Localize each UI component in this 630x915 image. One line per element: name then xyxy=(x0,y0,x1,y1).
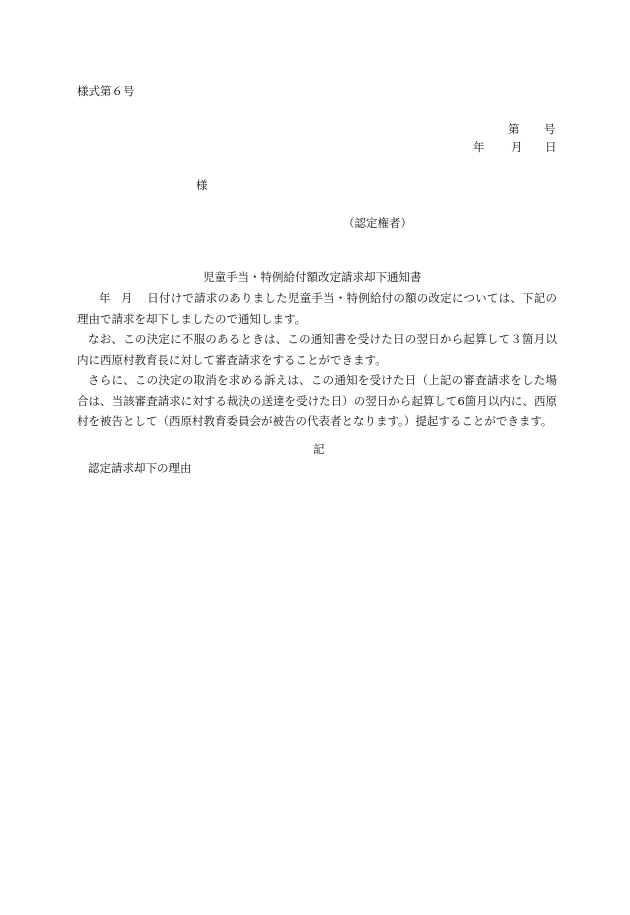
reason-label: 認定請求却下の理由 xyxy=(88,461,192,475)
document-number-line xyxy=(508,123,556,137)
form-number: 様式第６号 xyxy=(77,84,135,98)
date-month-label: 月 xyxy=(511,140,523,154)
paragraph-notice xyxy=(77,288,557,329)
paragraph-notice-text: 日付けで請求のありました児童手当・特例給付の額の改定については、下記の理由で請求を却下しましたので通知します。 xyxy=(77,291,557,326)
number-go-label: 号 xyxy=(544,122,556,136)
date-day-label: 日 xyxy=(545,140,557,154)
document-title: 児童手当・特例給付額改定請求却下通知書 xyxy=(203,270,422,284)
number-dai-label: 第 xyxy=(508,122,520,136)
date-year-label: 年 xyxy=(473,140,485,154)
document-body xyxy=(77,288,557,432)
paragraph-year-label: 年 xyxy=(99,291,111,305)
paragraph-month-label: 月 xyxy=(121,291,133,305)
ki-heading: 記 xyxy=(313,442,325,456)
issuing-authority: （認定権者） xyxy=(343,216,412,230)
date-line xyxy=(473,141,557,155)
paragraph-appeal: なお、この決定に不服のあるときは、この通知書を受けた日の翌日から起算して３箇月以内に西原村教育長に対して審査請求をすることができます。 xyxy=(77,332,557,367)
paragraph-lawsuit: さらに、この決定の取消を求める訴えは、この通知を受けた日（上記の審査請求をした場合は、当該審査請求に対する裁決の送達を受けた日）の翌日から起算して6箇月以内に、西原村を被告として（西原村教育委員会が被告の代表者となります。）提起することができます。 xyxy=(77,373,557,428)
recipient-suffix: 様 xyxy=(196,178,208,192)
